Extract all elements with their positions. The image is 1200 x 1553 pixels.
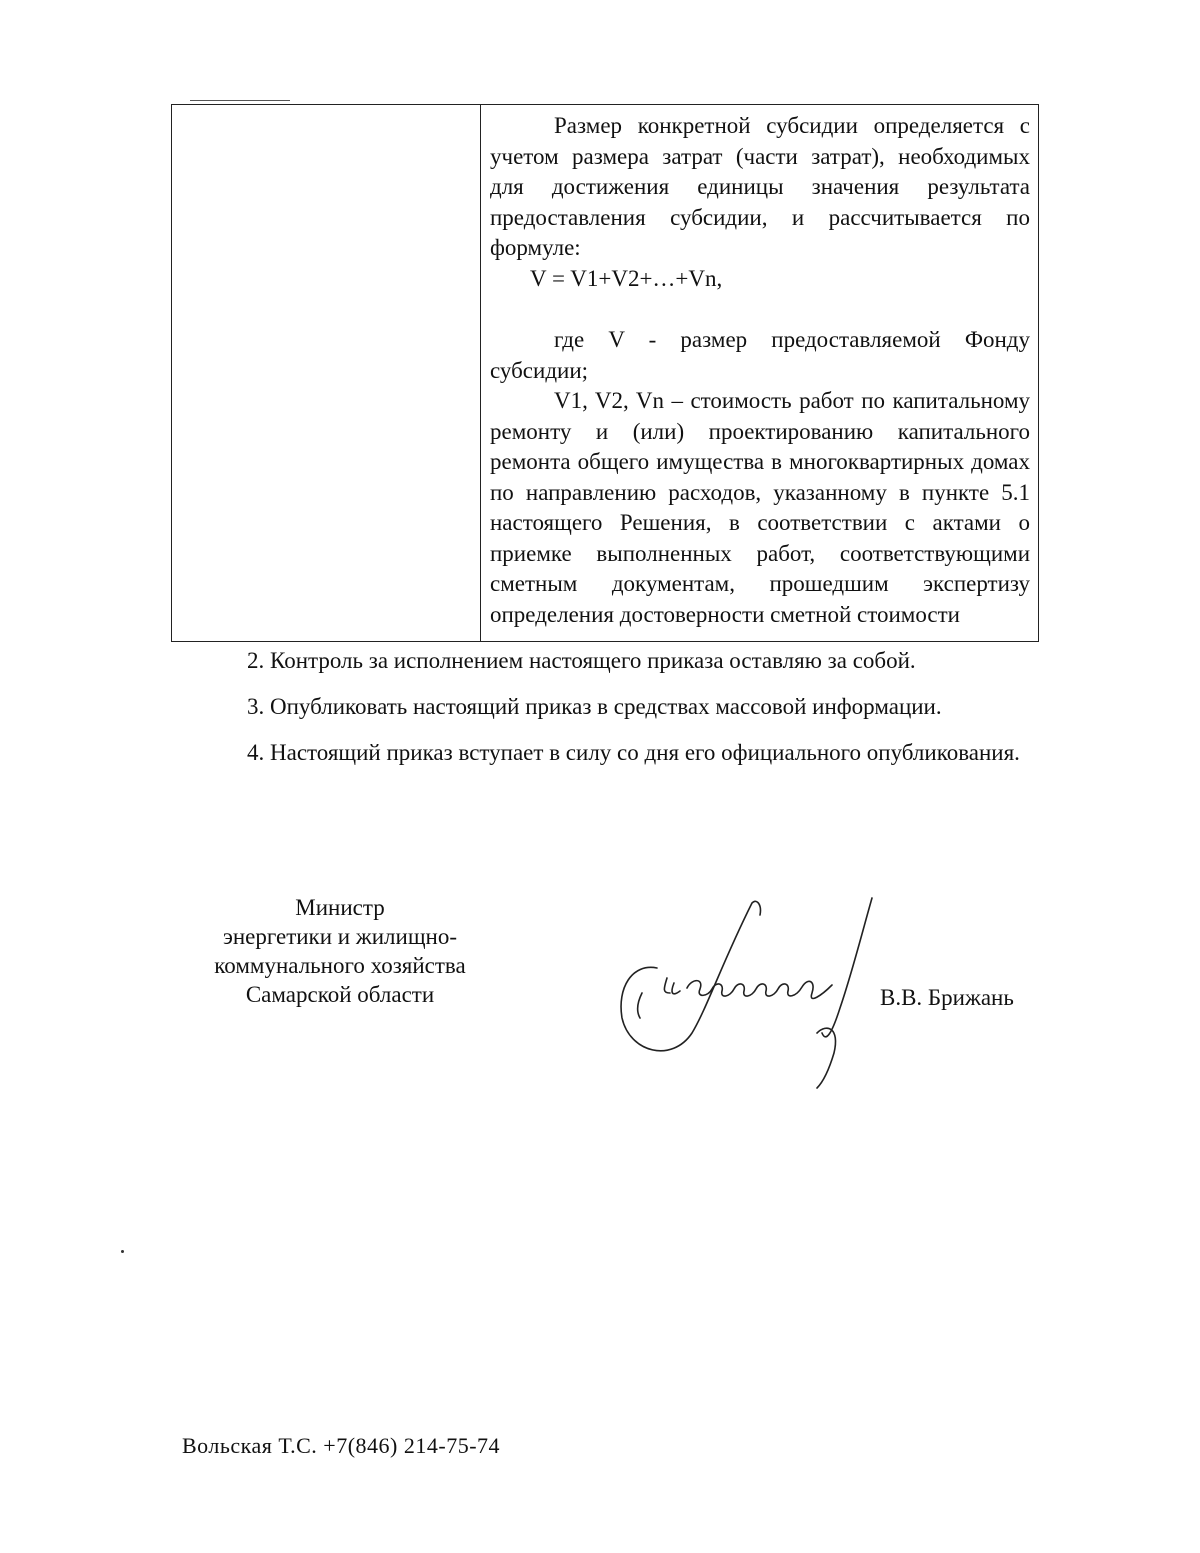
handwritten-signature [612,893,882,1093]
signatory-position [190,893,490,1009]
table-right-cell [490,111,1030,630]
subsidy-size-paragraph: Размер конкретной субсидии определяется с учетом размера затрат (части затрат), необходимых для достижения единицы значения результата предоставления субсидии, и рассчитывается по формуле: [490,113,1030,260]
position-line-3: коммунального хозяйства [214,953,466,978]
order-item-3: 3. Опубликовать настоящий приказ в средствах массовой информации. [247,694,942,719]
position-line-2: энергетики и жилищно- [222,924,458,949]
order-item-4: 4. Настоящий приказ вступает в силу со дня его официального опубликования. [247,740,1020,765]
formula-definition-v: где V - размер предоставляемой Фонду субсидии; [490,327,1030,383]
signatory-name: В.В. Брижань [880,985,1014,1010]
position-line-1: Министр [295,895,385,920]
scan-speck [121,1250,124,1253]
position-line-4: Самарской области [245,982,435,1007]
scan-artifact-line [190,100,290,101]
continuation-table [171,104,1039,642]
formula-definition-v1-vn: V1, V2, Vn – стоимость работ по капитальному ремонту и (или) проектированию капитального ремонта общего имущества в многоквартирных домах по направлению расходов, указанному в пункте 5.1 настоящего Решения, в соответствии с актами о приемке выполненных работ, соответствующими сметным документам, прошедшим экспертизу определения достоверности сметной стоимости [490,388,1030,627]
table-column-divider [480,105,481,641]
order-item-2: 2. Контроль за исполнением настоящего приказа оставляю за собой. [247,648,916,673]
subsidy-formula: V = V1+V2+…+Vn, [530,265,723,291]
executor-contact: Вольская Т.С. +7(846) 214-75-74 [182,1433,501,1458]
